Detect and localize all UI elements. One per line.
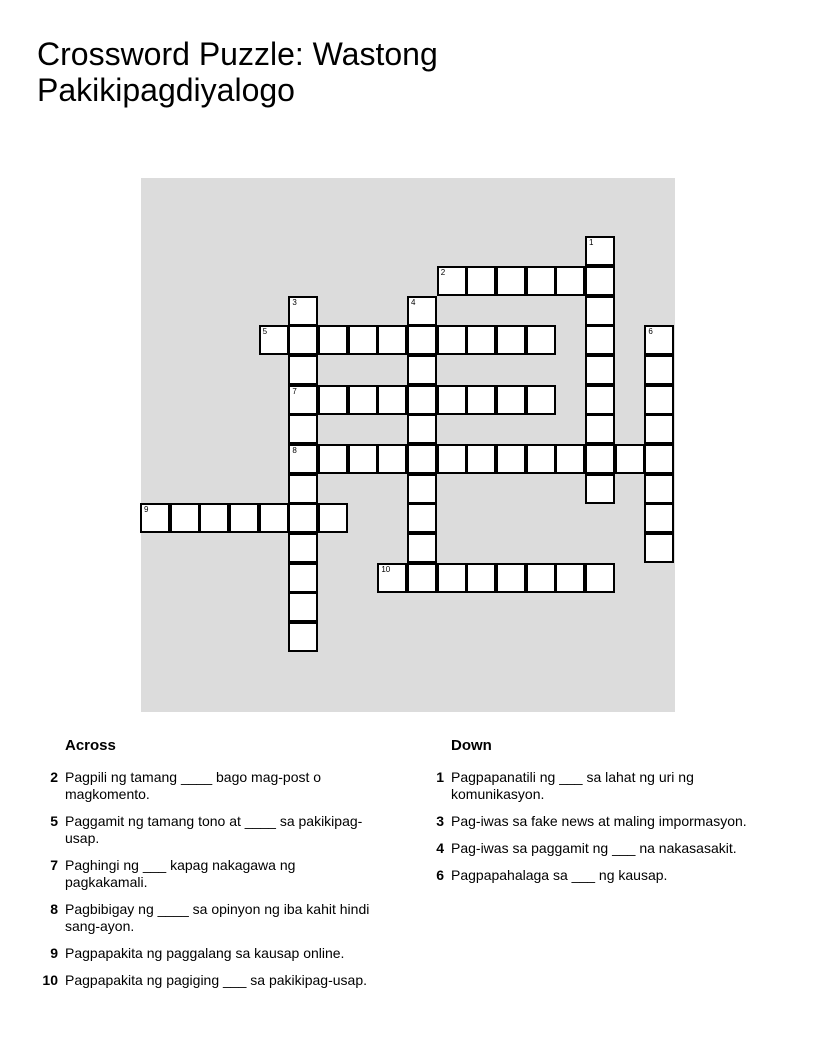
grid-cell[interactable] [288, 414, 318, 444]
grid-cell[interactable] [288, 592, 318, 622]
clue-text: Pagbibigay ng ____ sa opinyon ng iba kahit hindi sang-ayon. [65, 901, 370, 934]
grid-cell[interactable] [377, 563, 407, 593]
grid-cell[interactable] [526, 325, 556, 355]
grid-cell[interactable] [466, 563, 496, 593]
grid-cell[interactable] [407, 563, 437, 593]
grid-cell[interactable] [407, 533, 437, 563]
grid-cell[interactable] [496, 325, 526, 355]
clue-text: Paggamit ng tamang tono at ____ sa pakikipag-usap. [65, 813, 363, 846]
clue-item [36, 857, 376, 891]
grid-cell[interactable] [644, 474, 674, 504]
grid-cell[interactable] [407, 325, 437, 355]
grid-cell[interactable] [585, 563, 615, 593]
grid-cell[interactable] [615, 444, 645, 474]
grid-cell[interactable] [348, 444, 378, 474]
grid-cell[interactable] [288, 385, 318, 415]
grid-cell[interactable] [437, 325, 467, 355]
grid-cell[interactable] [526, 266, 556, 296]
grid-cell[interactable] [466, 325, 496, 355]
grid-cell[interactable] [466, 385, 496, 415]
grid-cell[interactable] [288, 444, 318, 474]
grid-cell[interactable] [644, 503, 674, 533]
clue-number: 6 [436, 867, 444, 883]
grid-cell[interactable] [526, 563, 556, 593]
clue-item [422, 840, 762, 857]
clue-number: 9 [50, 945, 58, 961]
clue-text: Paghingi ng ___ kapag nakagawa ng pagkakamali. [65, 857, 296, 890]
grid-cell[interactable] [318, 503, 348, 533]
clue-number: 8 [50, 901, 58, 917]
across-clue-list [36, 769, 376, 989]
grid-cell[interactable] [585, 474, 615, 504]
down-clues [422, 735, 762, 894]
grid-cell[interactable] [644, 325, 674, 355]
cell-number: 4 [411, 297, 416, 307]
cell-number: 7 [292, 386, 297, 396]
grid-cell[interactable] [377, 444, 407, 474]
grid-cell[interactable] [585, 355, 615, 385]
grid-cell[interactable] [644, 533, 674, 563]
grid-cell[interactable] [585, 236, 615, 266]
grid-cell[interactable] [437, 266, 467, 296]
grid-cell[interactable] [644, 414, 674, 444]
grid-cell[interactable] [140, 503, 170, 533]
clue-text: Pagpapanatili ng ___ sa lahat ng uri ng komunikasyon. [451, 769, 694, 802]
clue-number: 5 [50, 813, 58, 829]
clue-number: 7 [50, 857, 58, 873]
grid-cell[interactable] [496, 266, 526, 296]
clue-item [36, 901, 376, 935]
grid-cell[interactable] [288, 622, 318, 652]
cell-number: 6 [648, 327, 653, 337]
grid-cell[interactable] [348, 385, 378, 415]
grid-cell[interactable] [318, 385, 348, 415]
clue-item [36, 945, 376, 962]
grid-cell[interactable] [318, 444, 348, 474]
grid-cell[interactable] [644, 385, 674, 415]
grid-cell[interactable] [288, 325, 318, 355]
grid-cell[interactable] [437, 444, 467, 474]
clue-text: Pagpapakita ng pagiging ___ sa pakikipag-usap. [65, 972, 368, 988]
clue-item [36, 769, 376, 803]
grid-cell[interactable] [496, 444, 526, 474]
clue-number: 10 [42, 972, 58, 988]
grid-cell[interactable] [377, 325, 407, 355]
clue-number: 2 [50, 769, 58, 785]
grid-cell[interactable] [407, 414, 437, 444]
grid-cell[interactable] [585, 414, 615, 444]
puzzle-title: Crossword Puzzle: Wastong Pakikipagdiyalogo [37, 36, 438, 108]
grid-cell[interactable] [407, 474, 437, 504]
grid-cell[interactable] [555, 444, 585, 474]
cell-number: 8 [292, 446, 297, 456]
grid-cell[interactable] [644, 444, 674, 474]
clue-text: Pagpili ng tamang ____ bago mag-post o magkomento. [65, 769, 322, 802]
clue-item [422, 813, 762, 830]
grid-cell[interactable] [288, 474, 318, 504]
grid-cell[interactable] [585, 266, 615, 296]
grid-cell[interactable] [526, 385, 556, 415]
grid-cell[interactable] [407, 444, 437, 474]
grid-cell[interactable] [377, 385, 407, 415]
clue-number: 1 [436, 769, 444, 785]
grid-cell[interactable] [555, 563, 585, 593]
grid-cell[interactable] [288, 563, 318, 593]
grid-cell[interactable] [170, 503, 200, 533]
clue-number: 4 [436, 840, 444, 856]
clue-item [422, 867, 762, 884]
grid-cell[interactable] [496, 563, 526, 593]
grid-cell[interactable] [288, 355, 318, 385]
grid-cell[interactable] [318, 325, 348, 355]
grid-cell[interactable] [526, 444, 556, 474]
across-clues [36, 735, 376, 999]
grid-cell[interactable] [585, 325, 615, 355]
across-heading: Across [65, 737, 116, 754]
cell-number: 1 [589, 238, 594, 248]
grid-cell[interactable] [259, 503, 289, 533]
grid-cell[interactable] [496, 385, 526, 415]
grid-cell[interactable] [407, 385, 437, 415]
grid-cell[interactable] [585, 296, 615, 326]
grid-cell[interactable] [555, 266, 585, 296]
grid-cell[interactable] [644, 355, 674, 385]
grid-cell[interactable] [259, 325, 289, 355]
grid-cell[interactable] [407, 355, 437, 385]
clue-text: Pag-iwas sa paggamit ng ___ na nakasasakit. [451, 840, 737, 856]
clue-text: Pagpapakita ng paggalang sa kausap online. [65, 945, 345, 961]
cell-number: 5 [262, 327, 268, 337]
cell-number: 3 [292, 297, 297, 307]
grid-cell[interactable] [288, 296, 318, 326]
crossword-grid [141, 178, 675, 712]
cell-number: 9 [144, 505, 149, 515]
grid-cell[interactable] [288, 503, 318, 533]
grid-cell[interactable] [199, 503, 229, 533]
grid-cell[interactable] [288, 533, 318, 563]
grid-cell[interactable] [466, 266, 496, 296]
grid-cell[interactable] [466, 444, 496, 474]
clue-number: 3 [436, 813, 444, 829]
clue-item [36, 972, 376, 989]
grid-cell[interactable] [585, 385, 615, 415]
down-heading: Down [451, 737, 492, 754]
cell-number: 2 [440, 268, 446, 277]
grid-cell[interactable] [407, 296, 437, 326]
grid-cell[interactable] [437, 563, 467, 593]
grid-cell[interactable] [437, 385, 467, 415]
clue-text: Pagpapahalaga sa ___ ng kausap. [451, 867, 668, 883]
grid-cell[interactable] [229, 503, 259, 533]
grid-cell[interactable] [407, 503, 437, 533]
clue-item [36, 813, 376, 847]
cell-number: 10 [381, 564, 391, 574]
down-clue-list [422, 769, 762, 884]
clue-text: Pag-iwas sa fake news at maling impormasyon. [451, 813, 747, 829]
grid-cell[interactable] [348, 325, 378, 355]
clue-item [422, 769, 762, 803]
grid-cell[interactable] [585, 444, 615, 474]
